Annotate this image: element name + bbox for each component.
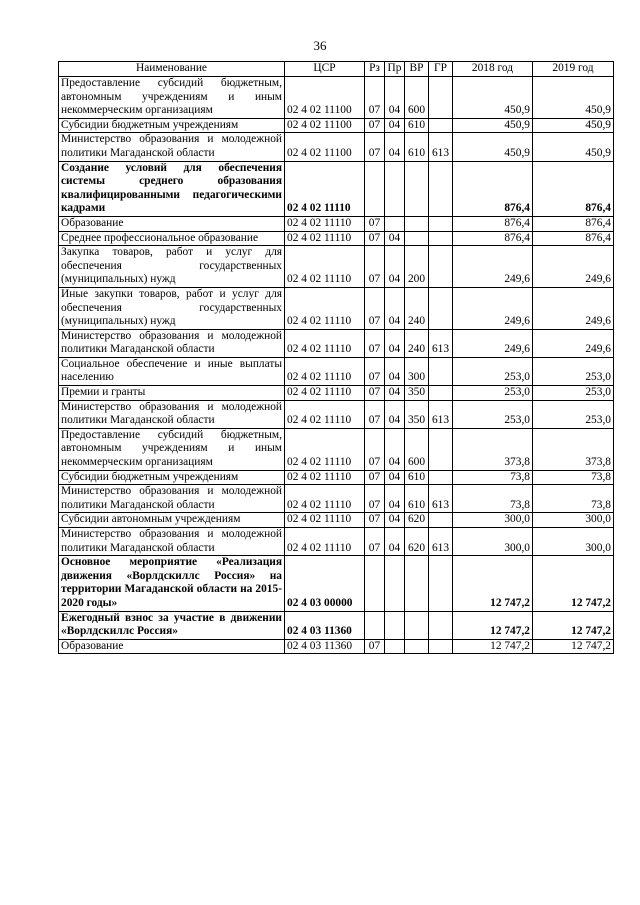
cell-csr: 02 4 02 11100 <box>285 133 365 161</box>
cell-pr: 04 <box>385 528 405 556</box>
cell-pr: 04 <box>385 400 405 428</box>
cell-2018: 253,0 <box>453 386 533 401</box>
cell-csr: 02 4 02 11110 <box>285 470 365 485</box>
cell-csr: 02 4 02 11110 <box>285 528 365 556</box>
cell-name: Образование <box>59 216 285 231</box>
cell-name: Министерство образования и молодежной политики Магаданской области <box>59 133 285 161</box>
cell-2019: 253,0 <box>533 386 614 401</box>
cell-2019: 876,4 <box>533 161 614 216</box>
table-row <box>59 513 614 528</box>
cell-2018: 450,9 <box>453 118 533 133</box>
cell-2019: 450,9 <box>533 118 614 133</box>
table-row <box>59 329 614 357</box>
cell-2018: 876,4 <box>453 231 533 246</box>
cell-csr: 02 4 02 11110 <box>285 216 365 231</box>
cell-vr <box>405 556 429 611</box>
cell-pr: 04 <box>385 470 405 485</box>
table-row <box>59 611 614 639</box>
table-row <box>59 118 614 133</box>
cell-rz: 07 <box>365 246 385 288</box>
cell-csr: 02 4 03 11360 <box>285 611 365 639</box>
cell-2018: 12 747,2 <box>453 611 533 639</box>
column-header-vr: ВР <box>405 62 429 77</box>
cell-2018: 876,4 <box>453 161 533 216</box>
cell-pr: 04 <box>385 329 405 357</box>
cell-rz: 07 <box>365 639 385 654</box>
cell-gr: 613 <box>429 485 453 513</box>
cell-csr: 02 4 02 11110 <box>285 400 365 428</box>
cell-pr: 04 <box>385 246 405 288</box>
cell-vr <box>405 639 429 654</box>
cell-vr: 300 <box>405 357 429 385</box>
cell-2018: 249,6 <box>453 287 533 329</box>
cell-csr: 02 4 02 11110 <box>285 386 365 401</box>
table-row <box>59 639 614 654</box>
cell-pr <box>385 161 405 216</box>
cell-name: Социальное обеспечение и иные выплаты населению <box>59 357 285 385</box>
cell-name: Иные закупки товаров, работ и услуг для обеспечения государственных (муниципальных) нужд <box>59 287 285 329</box>
cell-pr: 04 <box>385 513 405 528</box>
cell-name: Субсидии бюджетным учреждениям <box>59 118 285 133</box>
cell-pr: 04 <box>385 485 405 513</box>
cell-vr: 610 <box>405 133 429 161</box>
table-row <box>59 357 614 385</box>
cell-vr: 240 <box>405 329 429 357</box>
cell-gr: 613 <box>429 133 453 161</box>
cell-2019: 253,0 <box>533 357 614 385</box>
cell-pr <box>385 639 405 654</box>
cell-gr <box>429 216 453 231</box>
table-body <box>59 77 614 654</box>
cell-gr: 613 <box>429 528 453 556</box>
cell-gr <box>429 556 453 611</box>
cell-csr: 02 4 02 11110 <box>285 485 365 513</box>
cell-rz: 07 <box>365 216 385 231</box>
cell-gr <box>429 357 453 385</box>
cell-csr: 02 4 02 11110 <box>285 231 365 246</box>
cell-name: Министерство образования и молодежной политики Магаданской области <box>59 485 285 513</box>
cell-name: Создание условий для обеспечения системы среднего образования квалифицированными педагогическими кадрами <box>59 161 285 216</box>
table-row <box>59 216 614 231</box>
cell-rz: 07 <box>365 133 385 161</box>
cell-2018: 300,0 <box>453 528 533 556</box>
cell-csr: 02 4 02 11110 <box>285 246 365 288</box>
cell-2019: 876,4 <box>533 216 614 231</box>
cell-gr <box>429 231 453 246</box>
cell-rz <box>365 161 385 216</box>
cell-gr <box>429 513 453 528</box>
table-row <box>59 161 614 216</box>
cell-2019: 300,0 <box>533 513 614 528</box>
cell-pr: 04 <box>385 77 405 119</box>
cell-pr: 04 <box>385 118 405 133</box>
cell-vr: 200 <box>405 246 429 288</box>
cell-vr <box>405 161 429 216</box>
table-row <box>59 470 614 485</box>
cell-2018: 300,0 <box>453 513 533 528</box>
cell-name: Министерство образования и молодежной политики Магаданской области <box>59 329 285 357</box>
cell-pr: 04 <box>385 428 405 470</box>
cell-2018: 450,9 <box>453 133 533 161</box>
cell-vr: 610 <box>405 470 429 485</box>
cell-vr <box>405 611 429 639</box>
cell-rz: 07 <box>365 329 385 357</box>
cell-2019: 12 747,2 <box>533 639 614 654</box>
cell-2018: 249,6 <box>453 329 533 357</box>
cell-gr <box>429 287 453 329</box>
column-header-csr: ЦСР <box>285 62 365 77</box>
cell-pr <box>385 556 405 611</box>
cell-2018: 373,8 <box>453 428 533 470</box>
budget-table <box>58 61 614 654</box>
cell-2018: 876,4 <box>453 216 533 231</box>
cell-rz: 07 <box>365 77 385 119</box>
cell-rz: 07 <box>365 428 385 470</box>
cell-vr: 240 <box>405 287 429 329</box>
column-header-gr: ГР <box>429 62 453 77</box>
cell-pr: 04 <box>385 231 405 246</box>
cell-name: Закупка товаров, работ и услуг для обеспечения государственных (муниципальных) нужд <box>59 246 285 288</box>
page-number: 36 <box>313 38 327 53</box>
cell-csr: 02 4 03 00000 <box>285 556 365 611</box>
column-header-pr: Пр <box>385 62 405 77</box>
cell-2019: 73,8 <box>533 485 614 513</box>
cell-vr <box>405 216 429 231</box>
cell-name: Предоставление субсидий бюджетным, автономным учреждениям и иным некоммерческим организациям <box>59 428 285 470</box>
cell-csr: 02 4 03 11360 <box>285 639 365 654</box>
cell-gr <box>429 118 453 133</box>
cell-pr: 04 <box>385 133 405 161</box>
column-header-2018: 2018 год <box>453 62 533 77</box>
cell-rz: 07 <box>365 470 385 485</box>
cell-gr <box>429 639 453 654</box>
cell-name: Министерство образования и молодежной политики Магаданской области <box>59 400 285 428</box>
cell-2018: 12 747,2 <box>453 639 533 654</box>
cell-vr: 600 <box>405 428 429 470</box>
cell-rz: 07 <box>365 485 385 513</box>
cell-name: Ежегодный взнос за участие в движении «Ворлдскиллс Россия» <box>59 611 285 639</box>
cell-pr: 04 <box>385 386 405 401</box>
cell-2019: 249,6 <box>533 246 614 288</box>
table-row <box>59 556 614 611</box>
cell-2019: 249,6 <box>533 287 614 329</box>
cell-name: Субсидии автономным учреждениям <box>59 513 285 528</box>
cell-gr <box>429 246 453 288</box>
cell-rz <box>365 611 385 639</box>
table-row <box>59 133 614 161</box>
cell-pr: 04 <box>385 287 405 329</box>
cell-2019: 249,6 <box>533 329 614 357</box>
cell-rz: 07 <box>365 118 385 133</box>
cell-vr: 350 <box>405 386 429 401</box>
cell-2018: 450,9 <box>453 77 533 119</box>
cell-2019: 12 747,2 <box>533 556 614 611</box>
cell-name: Премии и гранты <box>59 386 285 401</box>
table-row <box>59 485 614 513</box>
cell-rz: 07 <box>365 231 385 246</box>
cell-name: Министерство образования и молодежной политики Магаданской области <box>59 528 285 556</box>
cell-2019: 12 747,2 <box>533 611 614 639</box>
cell-name: Предоставление субсидий бюджетным, автономным учреждениям и иным некоммерческим организациям <box>59 77 285 119</box>
cell-rz: 07 <box>365 386 385 401</box>
cell-2019: 450,9 <box>533 77 614 119</box>
table-row <box>59 400 614 428</box>
cell-name: Основное мероприятие «Реализация движения «Ворлдскиллс Россия» на территории Магаданской области на 2015-2020 годы» <box>59 556 285 611</box>
cell-gr: 613 <box>429 400 453 428</box>
cell-pr <box>385 216 405 231</box>
cell-csr: 02 4 02 11100 <box>285 77 365 119</box>
table-row <box>59 231 614 246</box>
cell-2019: 73,8 <box>533 470 614 485</box>
table-row <box>59 287 614 329</box>
cell-csr: 02 4 02 11110 <box>285 357 365 385</box>
cell-gr <box>429 77 453 119</box>
cell-rz: 07 <box>365 287 385 329</box>
cell-csr: 02 4 02 11110 <box>285 287 365 329</box>
cell-gr <box>429 470 453 485</box>
cell-pr: 04 <box>385 357 405 385</box>
cell-csr: 02 4 02 11110 <box>285 329 365 357</box>
cell-2018: 12 747,2 <box>453 556 533 611</box>
table-row <box>59 428 614 470</box>
table-row <box>59 528 614 556</box>
cell-2019: 876,4 <box>533 231 614 246</box>
cell-pr <box>385 611 405 639</box>
cell-rz: 07 <box>365 400 385 428</box>
column-header-rz: Рз <box>365 62 385 77</box>
table-header-row <box>59 62 614 77</box>
cell-name: Образование <box>59 639 285 654</box>
cell-gr <box>429 386 453 401</box>
cell-vr: 620 <box>405 528 429 556</box>
cell-vr <box>405 231 429 246</box>
cell-gr <box>429 161 453 216</box>
cell-vr: 620 <box>405 513 429 528</box>
cell-vr: 600 <box>405 77 429 119</box>
cell-csr: 02 4 02 11110 <box>285 513 365 528</box>
table-row <box>59 246 614 288</box>
cell-gr <box>429 611 453 639</box>
table-row <box>59 386 614 401</box>
cell-2018: 249,6 <box>453 246 533 288</box>
cell-vr: 610 <box>405 118 429 133</box>
column-header-2019: 2019 год <box>533 62 614 77</box>
cell-rz: 07 <box>365 528 385 556</box>
cell-2018: 253,0 <box>453 400 533 428</box>
cell-gr <box>429 428 453 470</box>
cell-rz: 07 <box>365 357 385 385</box>
cell-2019: 373,8 <box>533 428 614 470</box>
cell-gr: 613 <box>429 329 453 357</box>
cell-2018: 73,8 <box>453 470 533 485</box>
cell-2018: 73,8 <box>453 485 533 513</box>
cell-rz <box>365 556 385 611</box>
cell-2019: 253,0 <box>533 400 614 428</box>
cell-csr: 02 4 02 11100 <box>285 118 365 133</box>
table-row <box>59 77 614 119</box>
cell-name: Субсидии бюджетным учреждениям <box>59 470 285 485</box>
cell-name: Среднее профессиональное образование <box>59 231 285 246</box>
cell-rz: 07 <box>365 513 385 528</box>
cell-csr: 02 4 02 11110 <box>285 161 365 216</box>
cell-2019: 300,0 <box>533 528 614 556</box>
column-header-name: Наименование <box>59 62 285 77</box>
cell-vr: 350 <box>405 400 429 428</box>
cell-2019: 450,9 <box>533 133 614 161</box>
cell-2018: 253,0 <box>453 357 533 385</box>
cell-vr: 610 <box>405 485 429 513</box>
cell-csr: 02 4 02 11110 <box>285 428 365 470</box>
